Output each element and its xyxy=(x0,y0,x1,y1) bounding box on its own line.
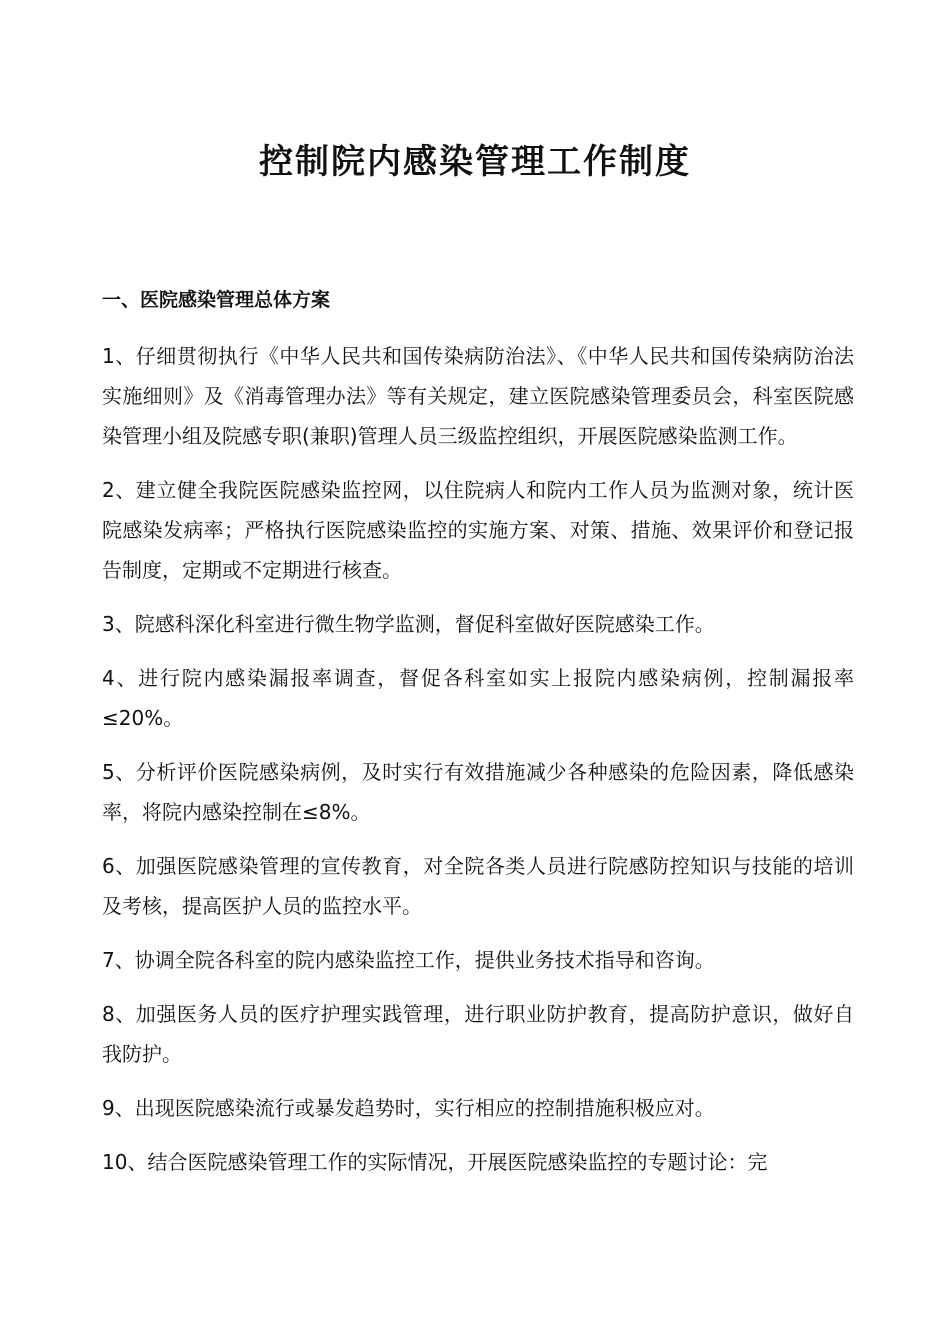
paragraph-7: 7、协调全院各科室的院内感染监控工作，提供业务技术指导和咨询。 xyxy=(102,948,715,972)
paragraph-10: 10、结合医院感染管理工作的实际情况，开展医院感染监控的专题讨论：完 xyxy=(102,1150,768,1174)
paragraph-3: 3、院感科深化科室进行微生物学监测，督促科室做好医院感染工作。 xyxy=(102,612,715,636)
paragraph-9: 9、出现医院感染流行或暴发趋势时，实行相应的控制措施积极应对。 xyxy=(102,1096,715,1120)
paragraph-6: 6、加强医院感染管理的宣传教育，对全院各类人员进行院感防控知识与技能的培训及考核，提高医护人员的监控水平。 xyxy=(102,854,854,918)
document-body xyxy=(102,336,854,1196)
document-title: 控制院内感染管理工作制度 xyxy=(259,142,691,182)
paragraph-1: 1、仔细贯彻执行《中华人民共和国传染病防治法》、《中华人民共和国传染病防治法实施细则》及《消毒管理办法》等有关规定，建立医院感染管理委员会，科室医院感染管理小组及院感专职(兼职)管理人员三级监控组织，开展医院感染监测工作。 xyxy=(102,344,854,448)
paragraph-5: 5、分析评价医院感染病例，及时实行有效措施减少各种感染的危险因素，降低感染率，将院内感染控制在≤8%。 xyxy=(102,760,854,824)
paragraph-4: 4、进行院内感染漏报率调查，督促各科室如实上报院内感染病例，控制漏报率≤20%。 xyxy=(102,666,854,730)
section-heading: 一、医院感染管理总体方案 xyxy=(102,289,331,311)
paragraph-8: 8、加强医务人员的医疗护理实践管理，进行职业防护教育，提高防护意识，做好自我防护。 xyxy=(102,1002,854,1066)
paragraph-2: 2、建立健全我院医院感染监控网，以住院病人和院内工作人员为监测对象，统计医院感染发病率；严格执行医院感染监控的实施方案、对策、措施、效果评价和登记报告制度，定期或不定期进行核查。 xyxy=(102,478,854,582)
